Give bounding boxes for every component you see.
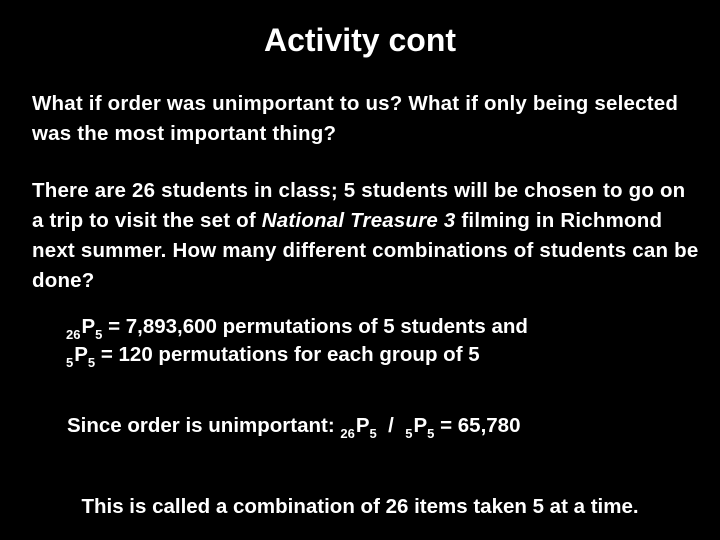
eq2-symbol: P xyxy=(74,343,88,366)
since-b-symbol: P xyxy=(413,414,428,437)
eq1-symbol: P xyxy=(81,315,96,338)
since-b-r-subscript: 5 xyxy=(427,426,435,441)
eq1-r-subscript: 5 xyxy=(95,327,103,342)
problem-text-start: There are 26 students in class; 5 students will be chosen to go on a trip to visit the set of xyxy=(32,179,686,232)
eq2-r-subscript: 5 xyxy=(87,355,96,370)
eq1-text: = 7,893,600 permutations of 5 students and xyxy=(102,315,528,338)
movie-title: National Treasure 3 xyxy=(261,209,456,232)
combination-calculation xyxy=(67,412,707,442)
since-b-n-subscript: 5 xyxy=(405,426,413,441)
eq1-n-subscript: 26 xyxy=(66,327,81,342)
eq2-n-subscript: 5 xyxy=(66,355,74,370)
intro-paragraph: What if order was unimportant to us? What if only being selected was the most important thing? xyxy=(32,92,679,145)
since-a-n-subscript: 26 xyxy=(340,426,355,441)
problem-text-end: filming in Richmond next summer. How many different combinations of students can be done? xyxy=(32,209,699,292)
eq2-text: = 120 permutations for each group of 5 xyxy=(95,343,480,366)
since-label: Since order is unimportant: xyxy=(67,414,341,437)
slide-title: Activity cont xyxy=(263,22,457,58)
since-divider: / xyxy=(376,414,406,437)
since-a-r-subscript: 5 xyxy=(369,426,377,441)
permutation-equation-5p5 xyxy=(66,341,706,371)
problem-paragraph xyxy=(32,176,702,296)
since-result: = 65,780 xyxy=(434,414,521,437)
permutation-equation-26p5 xyxy=(66,313,706,343)
conclusion-text: This is called a combination of 26 items taken 5 at a time. xyxy=(81,495,639,518)
since-a-symbol: P xyxy=(355,414,370,437)
